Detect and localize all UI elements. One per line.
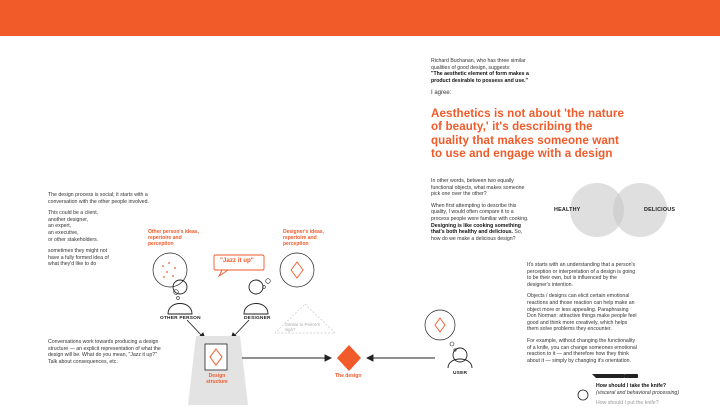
knife-question-1 — [596, 383, 696, 396]
other-person-caption: Other person's ideas, repertoire and perception — [148, 229, 199, 248]
diamond-idea-icon — [291, 262, 303, 278]
agree-text: I agree: — [431, 90, 452, 96]
delicious-question: So, how do we make a delicious design? — [431, 229, 523, 242]
designer-label: DESIGNER — [244, 316, 271, 321]
user-diamond-icon — [435, 318, 445, 332]
comparison-text — [431, 178, 531, 247]
user-label: USER — [453, 371, 468, 376]
intro-stakeholder-list — [48, 210, 158, 243]
designer-icon — [244, 280, 268, 314]
document-diamond-icon — [205, 344, 227, 370]
venn-delicious-label: DELICIOUS — [644, 207, 676, 213]
other-person-label: OTHER PERSON — [160, 316, 201, 321]
designer-caption: Designer's ideas, repertoire and perception — [283, 229, 324, 248]
knife-icon — [592, 374, 638, 378]
arrow-to-design — [242, 355, 331, 361]
comparison-paragraph-2 — [431, 203, 531, 243]
buchanan-lead-text: Richard Buchanan, who has three similar qualities of good design, suggests: — [431, 58, 526, 71]
design-structure-label: Design structure — [206, 373, 228, 386]
comparison-paragraph-1: In other words, between two equally functional objects, what makes someone pick one over the other? — [431, 178, 525, 198]
cooking-bold-sentence: Designing is like cooking something that's both healthy and delicious. — [431, 222, 521, 236]
intro-paragraph-3: sometimes they might not have a fully formed idea of what they'd like to do — [48, 248, 109, 268]
list-line: an expert, — [48, 223, 72, 230]
other-person-icon — [168, 280, 192, 314]
knife-question-1-title: How should I take the knife? — [596, 383, 667, 389]
list-line: or other stakeholders. — [48, 236, 99, 243]
cooking-sentence: When first attempting to describe this quality, I would often compare it to a process people were familiar with cooking. — [431, 202, 529, 222]
similar-note: Similar to Peirce's sign? — [285, 322, 320, 333]
perception-paragraph-2: Objects / designs can elicit certain emotional reactions and those reaction can help make an object more or less appealing. Paraphrasing Don Norman: attractive things make people feel good and think more creatively, which helps them solve problems they encounter. — [527, 293, 637, 333]
conversation-note: Conversations work towards producing a design structure — an explicit representation of what the design will be. What do you mean, "Jazz it up?" Talk about consequences, etc. — [48, 339, 161, 365]
scattered-dots-icon — [162, 262, 176, 278]
intro-text — [48, 192, 158, 273]
the-design-diamond-icon — [337, 345, 361, 371]
intro-paragraph-1: The design process is social; it starts with a conversation with the other people involved. — [48, 192, 149, 205]
list-line: an executive, — [48, 229, 79, 236]
the-design-label: The design — [335, 373, 362, 379]
user-thought-bubble — [425, 310, 455, 340]
list-line: This could be a client, — [48, 210, 99, 217]
knife-question-2: How should I put the knife? — [596, 400, 659, 406]
buchanan-lead — [431, 58, 531, 71]
perception-paragraph-1: It's starts with an understanding that a person's perception or interpretation of a design is going to be their own, but is influenced by the designer's intention. — [527, 262, 636, 288]
designer-thought-bubble — [280, 253, 314, 287]
speech-bubble-text: "Jazz it up" — [220, 257, 254, 264]
knife-question-1-sub: (visceral and behavioral processing) — [596, 389, 680, 396]
perception-text — [527, 262, 637, 369]
venn-healthy-label: HEALTHY — [554, 207, 581, 213]
perception-paragraph-3: For example, without changing the functionality of a knife, you can change someones emotional reaction to it — and therefore how they think about it — simply by changing it's orientation. — [527, 337, 637, 364]
headline: Aesthetics is not about 'the nature of beauty,' it's describing the quality that makes someone want to use and engage with a design — [431, 107, 625, 161]
other-person-thought-bubble — [153, 253, 187, 287]
arrow-from-user — [367, 355, 435, 361]
buchanan-quote: "The aesthetic element of form makes a product desirable to possess and use." — [431, 71, 529, 84]
hand-circle-icon — [578, 390, 588, 400]
user-icon — [448, 348, 472, 368]
list-line: another designer, — [48, 216, 89, 223]
